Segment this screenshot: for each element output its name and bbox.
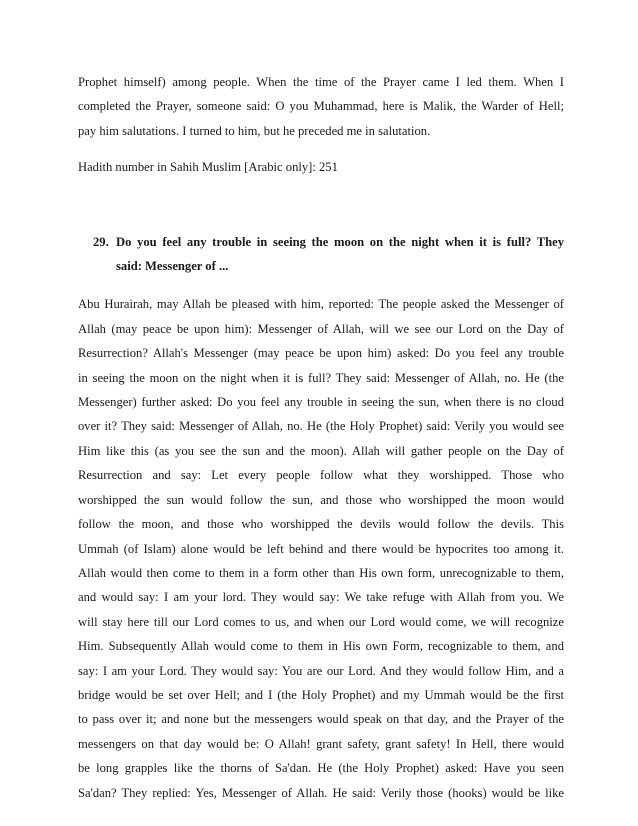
page-content: [78, 70, 564, 805]
body-line: messengers on that day would be: O Allah! grant safety, grant safety! In Hell, there would: [78, 736, 564, 751]
body-line: Messenger) further asked: Do you feel any trouble in seeing the sun, when there is no cloud: [78, 395, 564, 410]
body-line: and would say: I am your lord. They would say: We take refuge with Allah from you. We: [78, 590, 564, 605]
hadith-reference: Hadith number in Sahih Muslim [Arabic only]: 251: [78, 160, 338, 175]
body-line: Him. Subsequently Allah would come to them in His own Form, recognizable to them, and: [78, 639, 564, 654]
intro-paragraph: [78, 70, 564, 143]
body-line: Ummah (of Islam) alone would be left behind and there would be hypocrites too among it.: [78, 541, 564, 556]
section-heading: [78, 230, 564, 279]
body-line: be long grapples like the thorns of Sa'dan. He (the Holy Prophet) asked: Have you seen: [78, 761, 564, 776]
body-line: over it? They said: Messenger of Allah, no. He (the Holy Prophet) said: Verily you would see: [78, 419, 564, 434]
body-line: follow the moon, and those who worshipped the devils would follow the devils. This: [78, 517, 564, 532]
body-line: Resurrection and say: Let every people follow what they worshipped. Those who: [78, 468, 564, 483]
body-line: Him like this (as you see the sun and the moon). Allah will gather people on the Day of: [78, 443, 564, 458]
section-title-line: Do you feel any trouble in seeing the moon on the night when it is full? They: [116, 234, 564, 249]
body-line: bridge would be set over Hell; and I (the Holy Prophet) and my Ummah would be the first: [78, 687, 564, 702]
body-line: Sa'dan? They replied: Yes, Messenger of Allah. He said: Verily those (hooks) would be like: [78, 785, 564, 800]
body-line: Abu Hurairah, may Allah be pleased with him, reported: The people asked the Messenger of: [78, 297, 564, 312]
body-line: say: I am your Lord. They would say: You are our Lord. And they would follow Him, and a: [78, 663, 564, 678]
body-paragraph: [78, 292, 564, 805]
intro-line: completed the Prayer, someone said: O you Muhammad, here is Malik, the Warder of Hell;: [78, 99, 564, 114]
section-title-line: said: Messenger of ...: [116, 259, 229, 274]
intro-line: Prophet himself) among people. When the time of the Prayer came I led them. When I: [78, 75, 564, 89]
section-number: 29.: [93, 234, 109, 249]
body-line: in seeing the moon on the night when it is full? They said: Messenger of Allah, no. He (the: [78, 370, 564, 385]
body-line: will stay here till our Lord comes to us, and when our Lord would come, we will recognize: [78, 614, 564, 629]
body-line: to pass over it; and none but the messengers would speak on that day, and the Prayer of the: [78, 712, 564, 727]
body-line: Allah (may peace be upon him): Messenger of Allah, will we see our Lord on the Day of: [78, 321, 564, 336]
body-line: Allah would then come to them in a form other than His own form, unrecognizable to them,: [78, 565, 564, 580]
intro-line: pay him salutations. I turned to him, but he preceded me in salutation.: [78, 123, 431, 138]
body-line: worshipped the sun would follow the sun, and those who worshipped the moon would: [78, 492, 564, 507]
body-line: Resurrection? Allah's Messenger (may peace be upon him) asked: Do you feel any trouble: [78, 346, 564, 361]
